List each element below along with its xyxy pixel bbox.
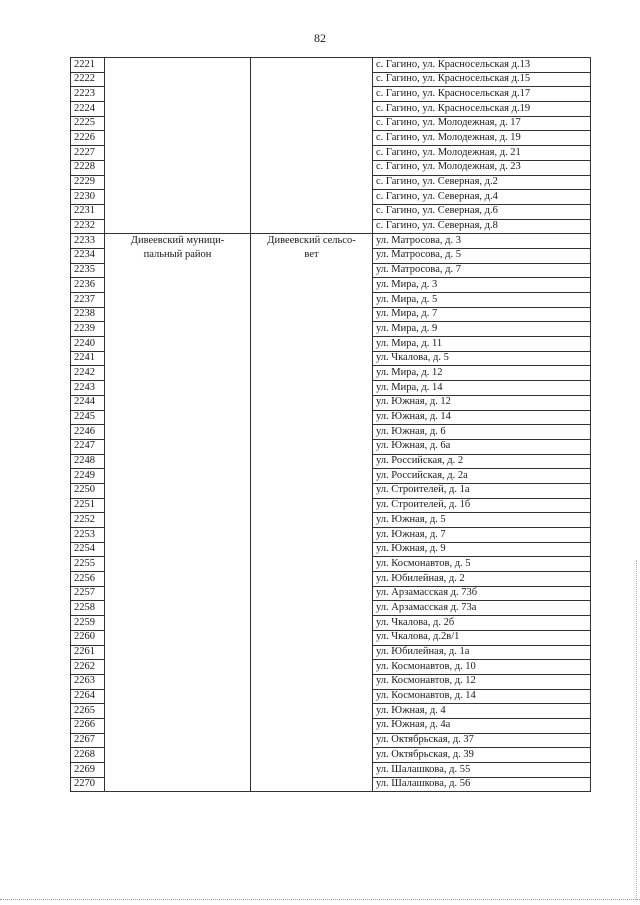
row-number: 2255 bbox=[71, 557, 105, 572]
row-number: 2265 bbox=[71, 704, 105, 719]
council-name-line: Дивеевский сельсо- bbox=[267, 235, 356, 247]
row-number: 2246 bbox=[71, 425, 105, 440]
row-number: 2249 bbox=[71, 469, 105, 484]
district-cell-empty bbox=[105, 58, 251, 234]
address-cell: ул. Космонавтов, д. 5 bbox=[373, 557, 591, 572]
address-cell: ул. Мира, д. 3 bbox=[373, 278, 591, 293]
row-number: 2224 bbox=[71, 102, 105, 117]
row-number: 2232 bbox=[71, 219, 105, 234]
row-number: 2266 bbox=[71, 718, 105, 733]
row-number: 2258 bbox=[71, 601, 105, 616]
row-number: 2252 bbox=[71, 513, 105, 528]
address-cell: ул. Шалашкова, д. 55 bbox=[373, 763, 591, 778]
row-number: 2250 bbox=[71, 483, 105, 498]
row-number: 2222 bbox=[71, 72, 105, 87]
row-number: 2244 bbox=[71, 395, 105, 410]
row-number: 2254 bbox=[71, 542, 105, 557]
address-cell: с. Гагино, ул. Молодежная, д. 23 bbox=[373, 160, 591, 175]
address-cell: ул. Чкалова, д.2в/1 bbox=[373, 630, 591, 645]
district-name-line: Дивеевский муници- bbox=[130, 235, 225, 247]
row-number: 2221 bbox=[71, 58, 105, 73]
row-number: 2241 bbox=[71, 351, 105, 366]
row-number: 2226 bbox=[71, 131, 105, 146]
row-number: 2228 bbox=[71, 160, 105, 175]
table-row bbox=[71, 234, 591, 249]
address-cell: с. Гагино, ул. Красносельская д.19 bbox=[373, 102, 591, 117]
scan-edge-line bbox=[0, 899, 640, 900]
address-cell: ул. Южная, д. 4а bbox=[373, 718, 591, 733]
row-number: 2230 bbox=[71, 190, 105, 205]
address-cell: ул. Чкалова, д. 2б bbox=[373, 616, 591, 631]
address-cell: с. Гагино, ул. Молодежная, д. 19 bbox=[373, 131, 591, 146]
address-cell: ул. Российская, д. 2 bbox=[373, 454, 591, 469]
district-cell bbox=[105, 234, 251, 792]
address-cell: ул. Космонавтов, д. 14 bbox=[373, 689, 591, 704]
address-cell: ул. Мира, д. 7 bbox=[373, 307, 591, 322]
row-number: 2251 bbox=[71, 498, 105, 513]
address-cell: ул. Космонавтов, д. 10 bbox=[373, 660, 591, 675]
address-cell: ул. Чкалова, д. 5 bbox=[373, 351, 591, 366]
address-cell: ул. Южная, д. 7 bbox=[373, 528, 591, 543]
row-number: 2240 bbox=[71, 337, 105, 352]
row-number: 2256 bbox=[71, 572, 105, 587]
row-number: 2227 bbox=[71, 146, 105, 161]
council-name-line: вет bbox=[304, 249, 319, 261]
row-number: 2237 bbox=[71, 293, 105, 308]
address-cell: с. Гагино, ул. Красносельская д.13 bbox=[373, 58, 591, 73]
row-number: 2268 bbox=[71, 748, 105, 763]
row-number: 2229 bbox=[71, 175, 105, 190]
row-number: 2269 bbox=[71, 763, 105, 778]
row-number: 2234 bbox=[71, 248, 105, 263]
council-cell-empty bbox=[251, 58, 373, 234]
address-cell: ул. Октябрьская, д. 37 bbox=[373, 733, 591, 748]
row-number: 2259 bbox=[71, 616, 105, 631]
page-number: 82 bbox=[314, 31, 326, 45]
address-cell: ул. Южная, д. 5 bbox=[373, 513, 591, 528]
district-name-line: пальный район bbox=[143, 249, 212, 261]
address-cell: ул. Октябрьская, д. 39 bbox=[373, 748, 591, 763]
row-number: 2238 bbox=[71, 307, 105, 322]
address-cell: ул. Южная, д. 12 bbox=[373, 395, 591, 410]
row-number: 2270 bbox=[71, 777, 105, 792]
row-number: 2257 bbox=[71, 586, 105, 601]
row-number: 2253 bbox=[71, 528, 105, 543]
row-number: 2263 bbox=[71, 674, 105, 689]
address-cell: ул. Арзамасская д. 73а bbox=[373, 601, 591, 616]
address-cell: ул. Южная, д. 6а bbox=[373, 439, 591, 454]
row-number: 2245 bbox=[71, 410, 105, 425]
address-cell: ул. Арзамасская д. 73б bbox=[373, 586, 591, 601]
row-number: 2248 bbox=[71, 454, 105, 469]
row-number: 2225 bbox=[71, 116, 105, 131]
address-cell: с. Гагино, ул. Красносельская д.17 bbox=[373, 87, 591, 102]
address-cell: ул. Мира, д. 12 bbox=[373, 366, 591, 381]
scan-edge-line-right bbox=[636, 560, 637, 900]
address-cell: ул. Мира, д. 9 bbox=[373, 322, 591, 337]
address-cell: ул. Матросова, д. 5 bbox=[373, 248, 591, 263]
row-number: 2231 bbox=[71, 204, 105, 219]
address-cell: с. Гагино, ул. Молодежная, д. 21 bbox=[373, 146, 591, 161]
address-cell: ул. Матросова, д. 3 bbox=[373, 234, 591, 249]
council-cell bbox=[251, 234, 373, 792]
address-cell: с. Гагино, ул. Северная, д.6 bbox=[373, 204, 591, 219]
address-cell: ул. Мира, д. 5 bbox=[373, 293, 591, 308]
row-number: 2262 bbox=[71, 660, 105, 675]
row-number: 2239 bbox=[71, 322, 105, 337]
address-table bbox=[70, 57, 591, 792]
row-number: 2243 bbox=[71, 381, 105, 396]
address-cell: ул. Юбилейная, д. 2 bbox=[373, 572, 591, 587]
address-cell: ул. Южная, д. 9 bbox=[373, 542, 591, 557]
address-cell: ул. Мира, д. 14 bbox=[373, 381, 591, 396]
row-number: 2247 bbox=[71, 439, 105, 454]
row-number: 2242 bbox=[71, 366, 105, 381]
address-cell: с. Гагино, ул. Северная, д.4 bbox=[373, 190, 591, 205]
row-number: 2267 bbox=[71, 733, 105, 748]
address-cell: ул. Мира, д. 11 bbox=[373, 337, 591, 352]
address-cell: с. Гагино, ул. Северная, д.8 bbox=[373, 219, 591, 234]
address-cell: ул. Космонавтов, д. 12 bbox=[373, 674, 591, 689]
address-cell: ул. Южная, д. 14 bbox=[373, 410, 591, 425]
row-number: 2235 bbox=[71, 263, 105, 278]
row-number: 2261 bbox=[71, 645, 105, 660]
address-cell: ул. Строителей, д. 1б bbox=[373, 498, 591, 513]
row-number: 2233 bbox=[71, 234, 105, 249]
table-row bbox=[71, 58, 591, 73]
row-number: 2223 bbox=[71, 87, 105, 102]
address-cell: ул. Южная, д. 4 bbox=[373, 704, 591, 719]
address-cell: с. Гагино, ул. Красносельская д.15 bbox=[373, 72, 591, 87]
row-number: 2260 bbox=[71, 630, 105, 645]
address-cell: ул. Матросова, д. 7 bbox=[373, 263, 591, 278]
row-number: 2264 bbox=[71, 689, 105, 704]
address-cell: с. Гагино, ул. Молодежная, д. 17 bbox=[373, 116, 591, 131]
address-cell: ул. Юбилейная, д. 1а bbox=[373, 645, 591, 660]
address-cell: с. Гагино, ул. Северная, д.2 bbox=[373, 175, 591, 190]
address-cell: ул. Южная, д. 6 bbox=[373, 425, 591, 440]
address-cell: ул. Российская, д. 2а bbox=[373, 469, 591, 484]
address-cell: ул. Строителей, д. 1а bbox=[373, 483, 591, 498]
address-cell: ул. Шалашкова, д. 56 bbox=[373, 777, 591, 792]
row-number: 2236 bbox=[71, 278, 105, 293]
